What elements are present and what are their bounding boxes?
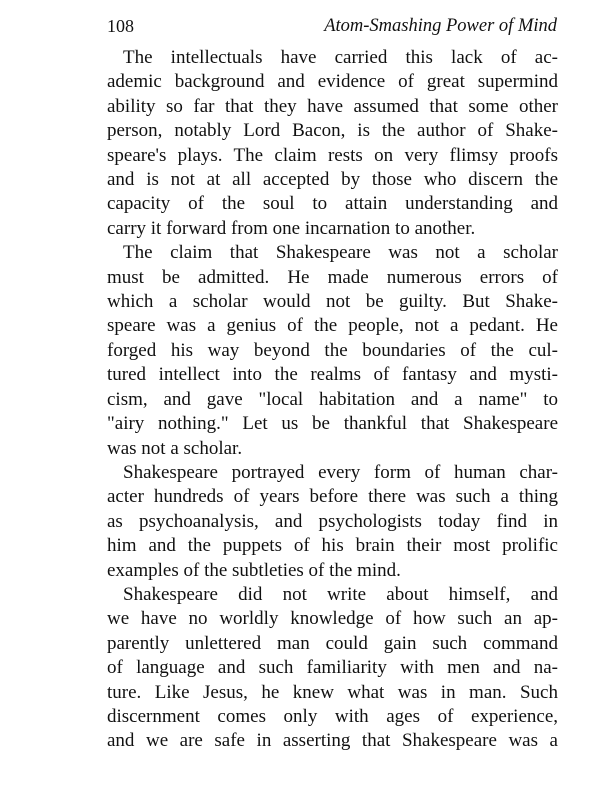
text-line: we have no worldly knowledge of how such an ap- [107,608,558,630]
text-line: him and the puppets of his brain their most prolific [107,535,558,557]
text-line: examples of the subtleties of the mind. [107,559,401,581]
paragraph [107,461,558,583]
text-line: of language and such familiarity with men and na- [107,657,558,679]
text-line: and we are safe in asserting that Shakespeare was a [107,730,558,752]
text-line: must be admitted. He made numerous errors of [107,266,558,288]
running-title: Atom-Smashing Power of Mind [324,16,557,36]
text-line: as psychoanalysis, and psychologists today find in [107,510,558,532]
text-line: forged his way beyond the boundaries of the cul- [107,339,558,361]
text-line: parently unlettered man could gain such command [107,632,558,654]
text-line: which a scholar would not be guilty. But Shake- [107,291,558,313]
page-number: 108 [107,16,134,36]
text-line: carry it forward from one incarnation to another. [107,217,476,239]
text-line: "airy nothing." Let us be thankful that Shakespeare [107,413,558,435]
paragraph [107,46,558,241]
text-line: person, notably Lord Bacon, is the author of Shake- [107,120,558,142]
text-line: Shakespeare portrayed every form of human char- [123,461,558,483]
text-line: acter hundreds of years before there was such a thing [107,486,558,508]
text-line: was not a scholar. [107,437,243,459]
text-line: Shakespeare did not write about himself, and [123,583,558,605]
text-line: The claim that Shakespeare was not a scholar [123,242,558,264]
text-line: ademic background and evidence of great supermind [107,71,558,93]
text-line: ability so far that they have assumed that some other [107,95,558,117]
text-line: speare was a genius of the people, not a pedant. He [107,315,558,337]
paragraph [107,241,558,461]
text-line: and is not at all accepted by those who discern the [107,169,558,191]
page-body [107,46,558,754]
text-line: The intellectuals have carried this lack of ac- [123,47,558,68]
text-line: cism, and gave "local habitation and a name" to [107,388,558,410]
page-header [107,16,557,40]
text-line: capacity of the soul to attain understanding and [107,193,558,215]
paragraph [107,583,558,754]
text-line: discernment comes only with ages of experience, [107,705,558,727]
text-line: speare's plays. The claim rests on very flimsy proofs [107,144,558,166]
text-line: tured intellect into the realms of fantasy and mysti- [107,364,558,386]
text-line: ture. Like Jesus, he knew what was in man. Such [107,681,558,703]
